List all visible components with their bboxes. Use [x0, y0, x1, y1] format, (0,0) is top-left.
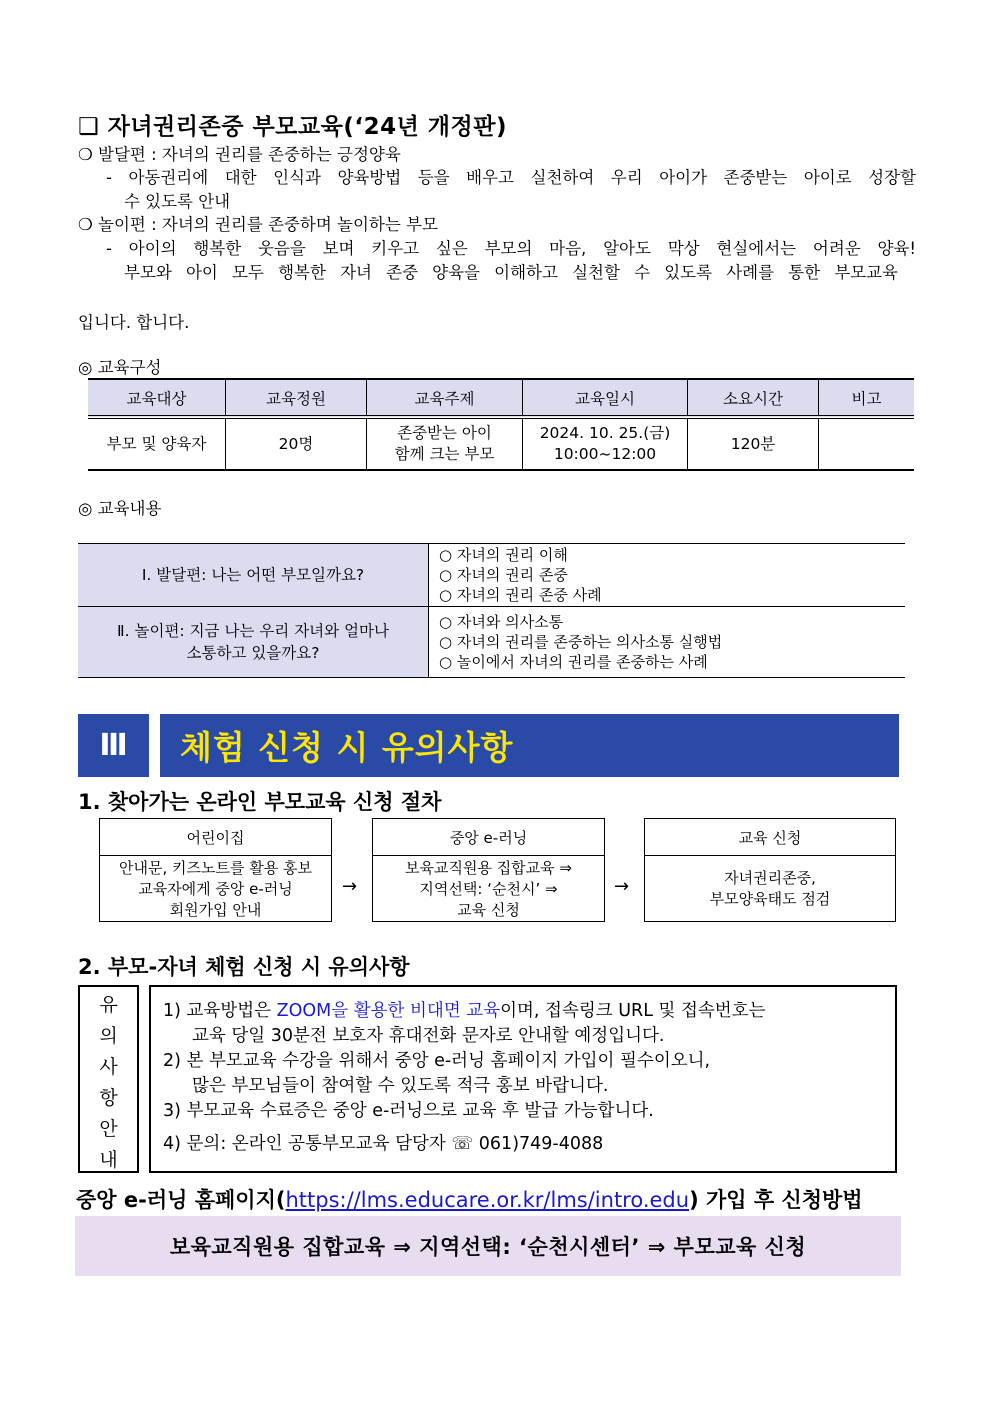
notice-box — [149, 985, 897, 1173]
side-char: 의 — [99, 1025, 118, 1047]
step-1-body — [100, 856, 331, 922]
item2-desc-line1: - 아이의 행복한 웃음을 보며 키우고 싶은 부모의 마음, 알아도 막상 현실에서는 어려운 양육! — [106, 239, 916, 258]
notice-item-1-post: 이며, 접속링크 URL 및 접속번호는 — [500, 1001, 766, 1021]
composition-label: ◎ 교육구성 — [78, 358, 162, 377]
notice-item-4: 4) 문의: 온라인 공통부모교육 담당자 ☏ 061)749-4088 — [163, 1134, 604, 1154]
signup-url-link[interactable]: https://lms.educare.or.kr/lms/intro.edu — [285, 1188, 690, 1212]
header-topic: 교육주제 — [367, 379, 523, 417]
list-item: ○ 놀이에서 자녀의 권리를 존중하는 사례 — [439, 653, 708, 671]
notice-item-1 — [163, 999, 895, 1024]
signup-suffix: ) 가입 후 신청방법 — [689, 1188, 863, 1212]
side-char: 안 — [99, 1118, 118, 1140]
notice-item-2: 2) 본 부모교육 수강을 위해서 중앙 e-러닝 홈페이지 가입이 필수이오니, — [163, 1051, 711, 1071]
notice-item-3: 3) 부모교육 수료증은 중앙 e-러닝으로 교육 후 발급 가능합니다. — [163, 1101, 654, 1121]
topic-line2: 함께 크는 부모 — [394, 445, 495, 463]
table-row — [78, 544, 905, 607]
item2-desc-line2: 부모와 아이 모두 행복한 자녀 존중 양육을 이해하고 실천할 수 있도록 사례를 통한 부모교육 — [124, 263, 898, 282]
table-row — [88, 417, 914, 470]
step-1-line3: 회원가입 안내 — [169, 900, 262, 919]
content-title-2-line1: Ⅱ. 놀이편: 지금 나는 우리 자녀와 얼마나 — [117, 622, 389, 640]
composition-table — [88, 378, 914, 471]
step-1-line1: 안내문, 키즈노트를 활용 홍보 — [119, 858, 312, 877]
step-2-title: 중앙 e-러닝 — [373, 819, 604, 856]
signup-path-banner: 보육교직원용 집합교육 ⇒ 지역선택: ‘순천시센터’ ⇒ 부모교육 신청 — [75, 1216, 901, 1276]
cell-duration: 120분 — [688, 417, 819, 470]
step-1-line2: 교육자에게 중앙 e-러닝 — [138, 879, 293, 898]
notice-item-2-cont: 많은 부모님들이 참여할 수 있도록 적극 홍보 바랍니다. — [192, 1076, 609, 1096]
section-number-badge: Ⅲ — [78, 714, 149, 777]
step-2-body — [373, 856, 604, 922]
list-item: ○ 자녀의 권리 이해 — [439, 546, 568, 564]
header-duration: 소요시간 — [688, 379, 819, 417]
header-note: 비고 — [819, 379, 915, 417]
notice-item-1-highlight: ZOOM을 활용한 비대면 교육 — [276, 1001, 501, 1021]
content-label: ◎ 교육내용 — [78, 499, 162, 518]
signup-instruction — [76, 1184, 863, 1214]
side-char: 사 — [99, 1056, 118, 1078]
date-line2: 10:00~12:00 — [553, 445, 657, 463]
topic-line1: 존중받는 아이 — [397, 424, 492, 442]
date-line1: 2024. 10. 25.(금) — [539, 424, 671, 442]
list-item: ○ 자녀와 의사소통 — [439, 613, 564, 631]
item1-desc-line1: - 아동권리에 대한 인식과 양육방법 등을 배우고 실천하여 우리 아이가 존중받는 아이로 성장할 — [106, 168, 916, 187]
section-banner-title: 체험 신청 시 유의사항 — [160, 714, 899, 777]
side-char: 유 — [99, 994, 118, 1016]
notice-heading: 2. 부모-자녀 체험 신청 시 유의사항 — [78, 955, 410, 979]
cell-target: 부모 및 양육자 — [88, 417, 226, 470]
step-3-line1: 자녀권리존중, — [724, 869, 816, 887]
content-items-1 — [429, 544, 906, 607]
content-items-2 — [429, 607, 906, 678]
header-date: 교육일시 — [523, 379, 688, 417]
list-item: ○ 자녀의 권리를 존중하는 의사소통 실행법 — [439, 633, 723, 651]
cell-capacity: 20명 — [226, 417, 367, 470]
cell-topic — [367, 417, 523, 470]
notice-item-1-pre: 1) 교육방법은 — [163, 1001, 277, 1021]
step-3-body — [645, 856, 895, 922]
header-target: 교육대상 — [88, 379, 226, 417]
content-title-2-line2: 소통하고 있을까요? — [186, 644, 320, 662]
table-header-row — [88, 379, 914, 417]
trailing-text: 입니다. 합니다. — [78, 313, 190, 332]
arrow-icon: → — [342, 876, 358, 897]
arrow-icon: → — [614, 876, 630, 897]
step-box-2 — [372, 818, 605, 922]
header-capacity: 교육정원 — [226, 379, 367, 417]
side-char: 내 — [99, 1149, 118, 1171]
step-2-line1: 보육교직원용 집합교육 ⇒ — [404, 858, 572, 877]
procedure-heading: 1. 찾아가는 온라인 부모교육 신청 절차 — [78, 790, 442, 814]
content-title-1 — [78, 544, 429, 607]
section-title: ❑ 자녀권리존중 부모교육(‘24년 개정판) — [78, 114, 507, 140]
item2-heading: ❍ 놀이편 : 자녀의 권리를 존중하며 놀이하는 부모 — [78, 215, 438, 234]
step-box-3 — [644, 818, 896, 922]
step-2-line2: 지역선택: ‘순천시’ ⇒ — [419, 879, 558, 898]
notice-item-1-cont: 교육 당일 30분전 보호자 휴대전화 문자로 안내할 예정입니다. — [192, 1026, 665, 1046]
signup-prefix: 중앙 e-러닝 홈페이지( — [76, 1188, 286, 1212]
side-char: 항 — [99, 1087, 118, 1109]
list-item: ○ 자녀의 권리 존중 사례 — [439, 586, 602, 604]
step-box-1 — [99, 818, 332, 922]
cell-date — [523, 417, 688, 470]
content-title-1-line1: Ⅰ. 발달편: 나는 어떤 부모일까요? — [141, 566, 365, 584]
list-item: ○ 자녀의 권리 존중 — [439, 566, 568, 584]
step-2-line3: 교육 신청 — [457, 900, 520, 919]
item1-desc-line2: 수 있도록 안내 — [124, 192, 231, 211]
content-title-2 — [78, 607, 429, 678]
notice-side-label — [78, 985, 139, 1173]
cell-note — [819, 417, 915, 470]
step-3-title: 교육 신청 — [645, 819, 895, 856]
table-row — [78, 607, 905, 678]
item1-heading: ❍ 발달편 : 자녀의 권리를 존중하는 긍정양육 — [78, 145, 401, 164]
content-table — [78, 543, 905, 678]
step-1-title: 어린이집 — [100, 819, 331, 856]
step-3-line2: 부모양육태도 점검 — [709, 890, 831, 908]
